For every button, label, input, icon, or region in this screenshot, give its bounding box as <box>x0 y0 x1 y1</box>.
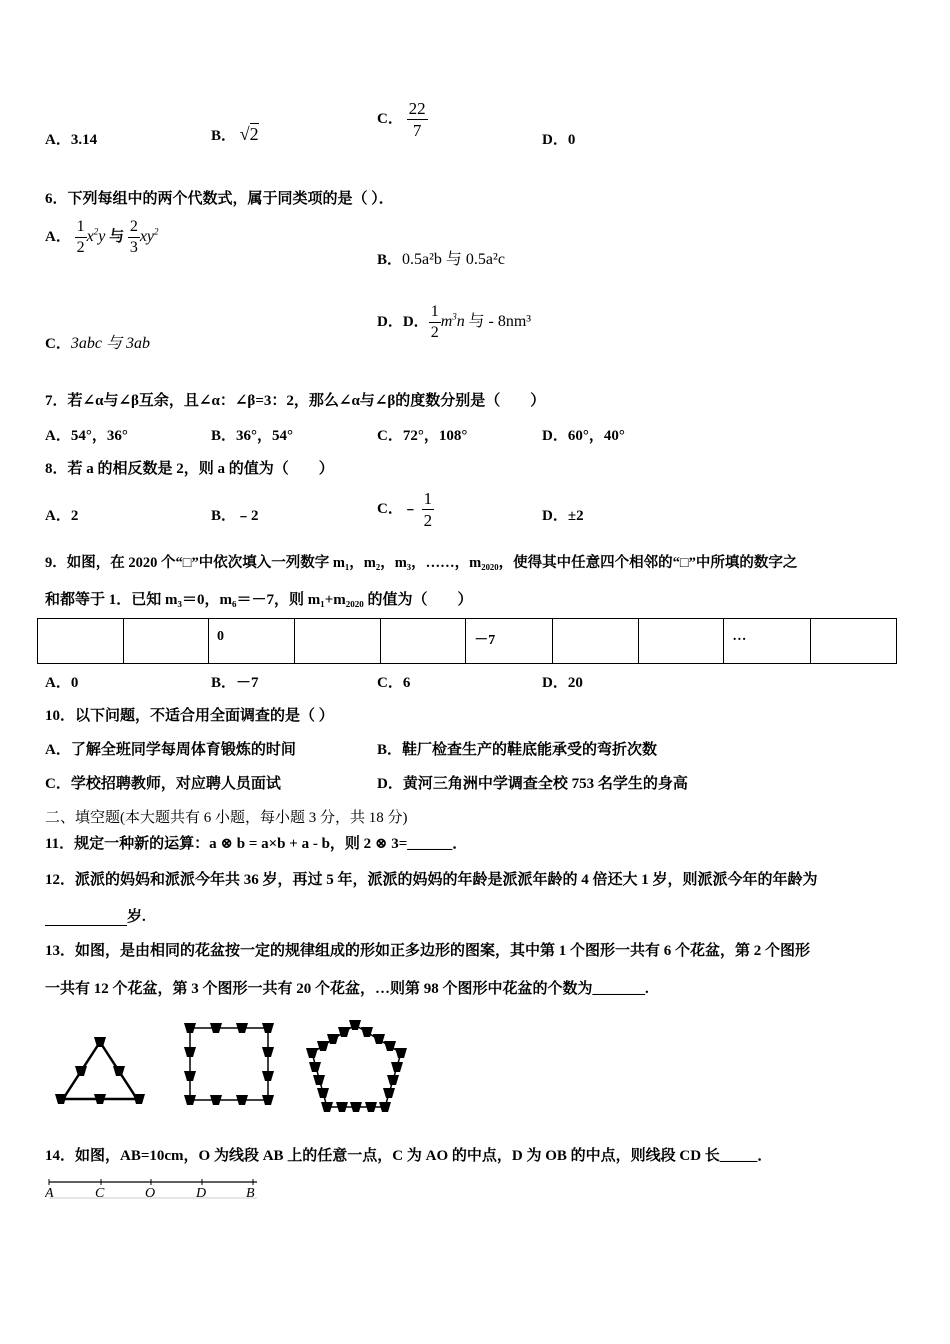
q13-flowerpot-figures <box>45 1015 425 1125</box>
point-label-b: B <box>246 1186 255 1201</box>
q9-number-grid <box>37 618 897 664</box>
q7-option-a: A．54°，36° <box>45 428 128 444</box>
q12-stem-line2: 岁. <box>45 905 146 926</box>
q6-option-c: C．3abc 与 3ab <box>45 335 150 352</box>
grid-cell <box>553 619 639 664</box>
q13-stem-line2: 一共有 12 个花盆，第 3 个图形一共有 20 个花盆，…则第 98 个图形中花盆的个数为_______. <box>45 981 649 997</box>
q6-stem: 6．下列每组中的两个代数式，属于同类项的是（ ）． <box>45 191 394 207</box>
point-label-d: D <box>196 1186 207 1201</box>
q7-option-d: D．60°，40° <box>542 428 625 444</box>
grid-cell: 0 <box>209 619 295 664</box>
grid-cell: … <box>724 619 811 664</box>
grid-cell <box>295 619 381 664</box>
q6-option-a: A． $\frac{1}{2}$ $x^2y$ 与 $\frac{2}{3}$ $xy^2$ <box>45 218 159 256</box>
triangle-figure <box>55 1037 145 1104</box>
square-figure <box>184 1023 274 1105</box>
grid-cell <box>638 619 724 664</box>
q6-option-b: B．0.5a²b 与 0.5a²c <box>377 251 505 268</box>
q14-line-segment-figure <box>45 1178 265 1204</box>
grid-cell <box>38 619 124 664</box>
q8-option-b: B．﹣2 <box>211 508 259 524</box>
q7-option-b: B．36°，54° <box>211 428 294 444</box>
q12-stem-line1: 12．派派的妈妈和派派今年共 36 岁，再过 5 年，派派的妈妈的年龄是派派年龄的 4 倍还大 1 岁，则派派今年的年龄为 <box>45 872 818 888</box>
q10-option-c: C．学校招聘教师，对应聘人员面试 <box>45 776 281 792</box>
grid-cell <box>811 619 897 664</box>
grid-cell <box>380 619 466 664</box>
q10-option-a: A．了解全班同学每周体育锻炼的时间 <box>45 742 296 758</box>
q6-option-d: D．D． $\frac{1}{2}$ $m^3n$ 与 - 8nm³ <box>377 303 532 341</box>
q14-stem: 14．如图，AB=10cm，O 为线段 AB 上的任意一点，C 为 AO 的中点，D 为 OB 的中点，则线段 CD 长_____． <box>45 1148 773 1164</box>
pentagon-figure <box>306 1020 407 1112</box>
q9-option-d: D．20 <box>542 675 583 691</box>
q13-stem-line1: 13．如图，是由相同的花盆按一定的规律组成的形如正多边形的图案，其中第 1 个图形一共有 6 个花盆，第 2 个图形 <box>45 943 811 959</box>
q8-option-a: A．2 <box>45 508 79 524</box>
q9-option-a: A．0 <box>45 675 79 691</box>
q5-option-c: C． $\frac{22}{7}$ <box>377 99 426 140</box>
grid-cell: －7 <box>466 619 553 664</box>
q8-option-c: C．﹣ $\frac{1}{2}$ <box>377 489 433 530</box>
q5-option-d: D．0 <box>542 132 576 148</box>
q5-option-a: A．3.14 <box>45 132 98 148</box>
point-label-o: O <box>145 1186 156 1201</box>
q9-stem-line1: 9．如图，在 2020 个“□”中依次填入一列数字 m₁，m₂，m₃，……，m₂₀₂₀，使得其中任意四个相邻的“□”中所填的数字之 <box>45 555 798 571</box>
q8-stem: 8．若 a 的相反数是 2，则 a 的值为（ ） <box>45 461 334 477</box>
q7-option-c: C．72°，108° <box>377 428 468 444</box>
q5-option-b: B． √2 <box>211 124 259 144</box>
point-label-a: A <box>45 1186 54 1201</box>
answer-blank <box>45 908 127 926</box>
q7-stem: 7．若∠α与∠β互余，且∠α：∠β=3：2，那么∠α与∠β的度数分别是（ ） <box>45 393 546 409</box>
q9-option-c: C．6 <box>377 675 411 691</box>
q10-stem: 10．以下问题，不适合用全面调查的是（ ） <box>45 708 334 724</box>
section-heading: 二、填空题(本大题共有 6 小题，每小题 3 分，共 18 分) <box>45 810 408 826</box>
q9-stem-line2: 和都等于 1．已知 m₃＝0，m₆＝－7，则 m₁+m₂₀₂₀ 的值为（ ） <box>45 592 473 608</box>
q8-option-d: D．±2 <box>542 508 584 524</box>
grid-cell <box>123 619 209 664</box>
q10-option-d: D．黄河三角洲中学调查全校 753 名学生的身高 <box>377 776 688 792</box>
q10-option-b: B．鞋厂检查生产的鞋底能承受的弯折次数 <box>377 742 658 758</box>
q11-stem: 11．规定一种新的运算：a ⊗ b = a×b + a - b，则 2 ⊗ 3=______． <box>45 836 468 852</box>
point-label-c: C <box>95 1186 105 1201</box>
q9-option-b: B．－7 <box>211 675 259 691</box>
